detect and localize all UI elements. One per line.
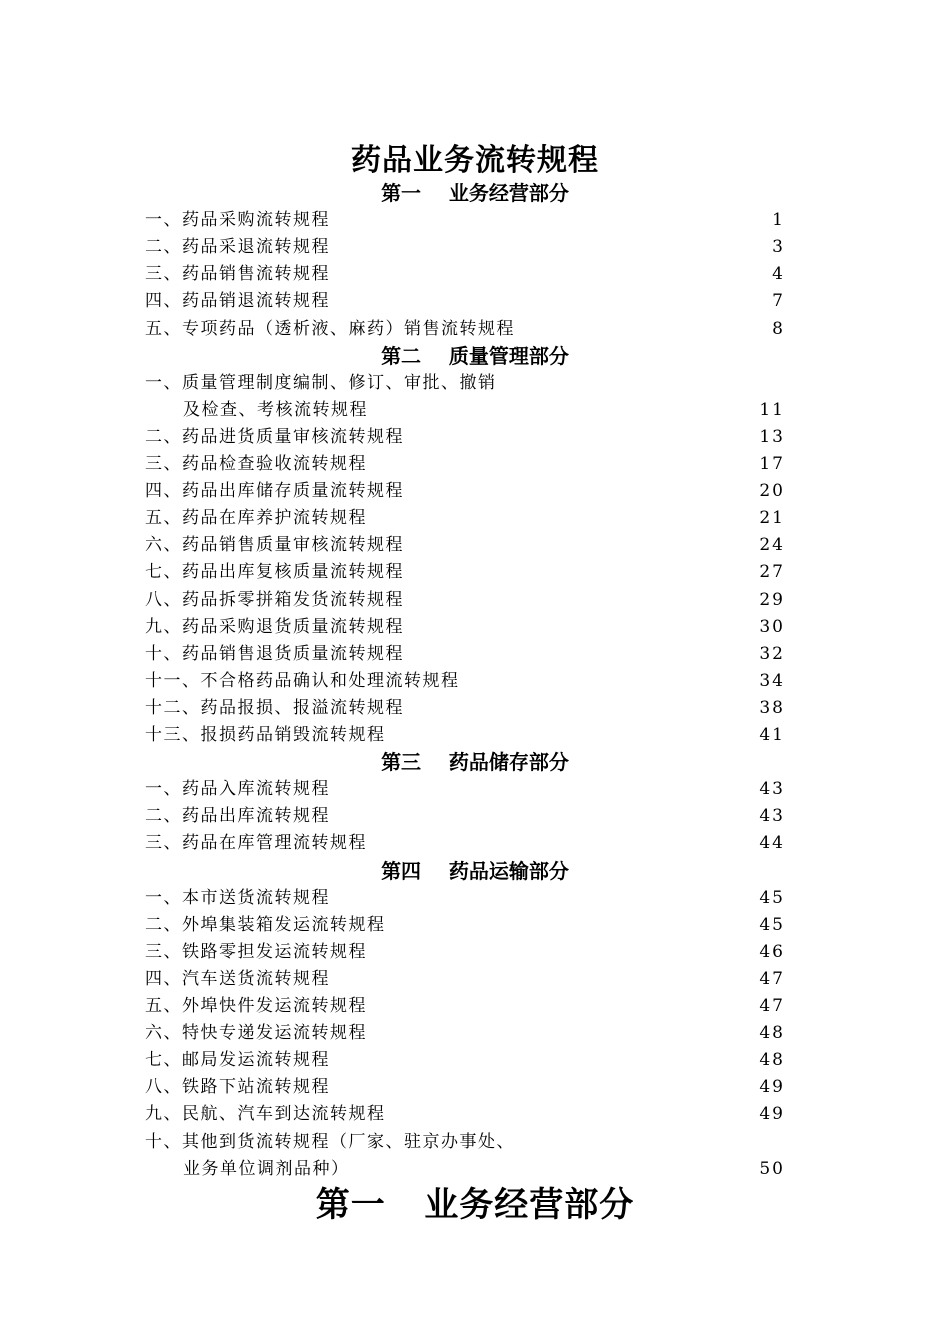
toc-entry xyxy=(145,397,785,424)
toc-entry-title: 十、药品销售退货质量流转规程 xyxy=(145,643,404,664)
toc-entry xyxy=(145,1020,785,1047)
toc-entry xyxy=(145,1101,785,1128)
toc-entry-page-number: 48 xyxy=(759,1023,785,1044)
toc-entry-title: 四、药品销退流转规程 xyxy=(145,291,330,312)
section-heading: 第一 业务经营部分 xyxy=(381,181,569,205)
toc-entry-page-number: 32 xyxy=(759,643,785,664)
toc-entry-page-number: 7 xyxy=(772,291,785,312)
toc-entry-title: 七、药品出库复核质量流转规程 xyxy=(145,562,404,583)
toc-entry-title: 六、药品销售质量审核流转规程 xyxy=(145,535,404,556)
toc-entry-title: 及检查、考核流转规程 xyxy=(183,399,368,420)
toc-entry xyxy=(145,370,785,397)
toc-entry xyxy=(145,424,785,451)
toc-entry-title: 五、药品在库养护流转规程 xyxy=(145,508,367,529)
toc-entry-title: 十一、不合格药品确认和处理流转规程 xyxy=(145,670,460,691)
toc-entry-title: 二、药品出库流转规程 xyxy=(145,806,330,827)
toc-entry xyxy=(145,776,785,803)
toc-entry xyxy=(145,451,785,478)
toc-entry xyxy=(145,1074,785,1101)
toc-entry-page-number: 30 xyxy=(759,616,785,637)
toc-entry xyxy=(145,830,785,857)
section-heading-large: 第一 业务经营部分 xyxy=(315,1185,635,1225)
toc-entry-title: 九、药品采购退货质量流转规程 xyxy=(145,616,404,637)
toc-entry xyxy=(145,993,785,1020)
toc-entry-page-number: 46 xyxy=(759,941,785,962)
toc-entry-title: 五、外埠快件发运流转规程 xyxy=(145,996,367,1016)
toc-entry-page-number: 24 xyxy=(759,535,785,556)
toc-entry-title: 二、药品进货质量审核流转规程 xyxy=(145,426,404,447)
section-heading: 第三 药品储存部分 xyxy=(381,750,569,775)
toc-entry-page-number: 44 xyxy=(759,833,785,854)
toc-entry-page-number: 43 xyxy=(759,779,785,800)
page-title: 药品业务流转规程 xyxy=(351,143,599,178)
toc-entry xyxy=(145,668,785,695)
toc-entry-page-number: 20 xyxy=(759,481,785,502)
toc-entry-page-number: 49 xyxy=(759,1077,785,1098)
toc-entry xyxy=(145,722,785,749)
toc-entry-title: 一、药品入库流转规程 xyxy=(145,779,330,800)
toc-entry-page-number: 29 xyxy=(759,589,785,610)
toc-entry-title: 三、药品在库管理流转规程 xyxy=(145,833,367,854)
toc-entry xyxy=(145,803,785,830)
toc-entry xyxy=(145,532,785,559)
toc-entry-page-number: 27 xyxy=(759,562,785,583)
toc-entry-title: 二、药品采退流转规程 xyxy=(145,237,330,258)
toc-entry-title: 三、药品检查验收流转规程 xyxy=(145,454,367,474)
toc-entry-title: 四、汽车送货流转规程 xyxy=(145,968,330,989)
toc-entry-title: 八、铁路下站流转规程 xyxy=(145,1077,330,1098)
toc-entry-title: 二、外埠集装箱发运流转规程 xyxy=(145,914,386,935)
toc-entry-title: 七、邮局发运流转规程 xyxy=(145,1050,330,1071)
toc-entry-page-number: 8 xyxy=(772,318,785,339)
toc-entry xyxy=(145,234,785,261)
toc-entry xyxy=(145,1129,785,1156)
section-heading: 第四 药品运输部分 xyxy=(381,858,569,883)
toc-entry xyxy=(145,885,785,912)
toc-entry-page-number: 48 xyxy=(759,1050,785,1071)
toc-entry-title: 五、专项药品（透析液、麻药）销售流转规程 xyxy=(145,318,515,339)
toc-entry-page-number: 11 xyxy=(759,399,785,420)
toc-entry-page-number: 34 xyxy=(759,670,785,691)
toc-entry-title: 三、药品销售流转规程 xyxy=(145,264,330,285)
toc-entry-page-number: 38 xyxy=(759,697,785,718)
toc-entry xyxy=(145,505,785,532)
toc-entry-page-number: 3 xyxy=(772,237,785,258)
toc-entry-title: 十三、报损药品销毁流转规程 xyxy=(145,725,386,745)
toc-entry-page-number: 50 xyxy=(759,1158,785,1179)
toc-entry xyxy=(145,912,785,939)
toc-entry-page-number: 45 xyxy=(759,887,785,908)
toc-entry-page-number: 1 xyxy=(772,210,785,231)
toc-entry xyxy=(145,695,785,722)
toc-entry-page-number: 41 xyxy=(759,725,785,745)
toc-entry-title: 三、铁路零担发运流转规程 xyxy=(145,941,367,962)
toc-entry-title: 十、其他到货流转规程（厂家、驻京办事处、 xyxy=(145,1131,515,1152)
toc-entry-page-number: 17 xyxy=(759,454,785,474)
toc-entry xyxy=(145,261,785,288)
toc-entry xyxy=(145,641,785,668)
toc-entry-page-number: 47 xyxy=(759,996,785,1016)
toc-entry xyxy=(145,559,785,586)
toc-entry-title: 八、药品拆零拼箱发货流转规程 xyxy=(145,589,404,610)
toc-entry xyxy=(145,207,785,234)
toc-entry-page-number: 45 xyxy=(759,914,785,935)
toc-entry-page-number: 47 xyxy=(759,968,785,989)
toc-entry xyxy=(145,939,785,966)
toc-entry-page-number: 13 xyxy=(759,426,785,447)
toc-entry xyxy=(145,316,785,343)
toc-entry-title: 一、质量管理制度编制、修订、审批、撤销 xyxy=(145,372,497,393)
toc-entry xyxy=(145,587,785,614)
toc-entry xyxy=(145,614,785,641)
toc-entry xyxy=(145,1047,785,1074)
toc-entry-title: 十二、药品报损、报溢流转规程 xyxy=(145,697,404,718)
toc-entry-page-number: 21 xyxy=(759,508,785,529)
toc-entry-title: 六、特快专递发运流转规程 xyxy=(145,1023,367,1044)
toc-entry-title: 业务单位调剂品种） xyxy=(183,1158,350,1179)
toc-entry-title: 四、药品出库储存质量流转规程 xyxy=(145,481,404,502)
toc-entry-page-number: 49 xyxy=(759,1104,785,1125)
toc-entry xyxy=(145,288,785,315)
toc-entry xyxy=(145,966,785,993)
toc-entry-title: 一、本市送货流转规程 xyxy=(145,887,330,908)
section-heading: 第二 质量管理部分 xyxy=(381,343,569,368)
toc-entry xyxy=(145,1156,785,1183)
toc-entry-title: 九、民航、汽车到达流转规程 xyxy=(145,1104,386,1125)
toc-entry-page-number: 4 xyxy=(772,264,785,285)
toc-entry-title: 一、药品采购流转规程 xyxy=(145,210,330,231)
toc-entry-page-number: 43 xyxy=(759,806,785,827)
toc-entry xyxy=(145,478,785,505)
